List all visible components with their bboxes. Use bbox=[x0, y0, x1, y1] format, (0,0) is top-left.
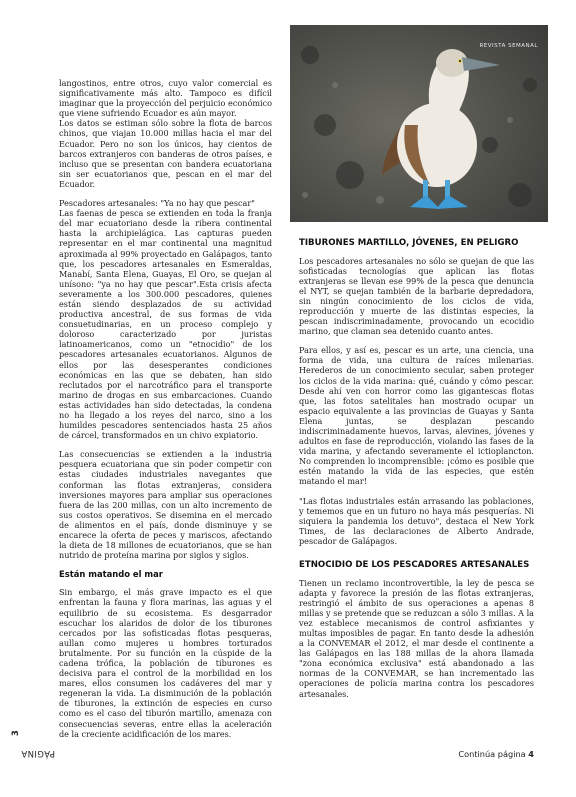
right-paragraph-1: Los pescadores artesanales no sólo se quejan de que las sofisticadas tecnologías que aplican las flotas extranjeras se llevan ese 99% de la pesca que denuncia el NYT, se quejan también de la barbarie depredadora, sin ningún conocimiento de los ciclos de vida, reproducción y muerte de las distintas especies, la pescan indiscriminadamente, provocando un ecocidio marino, que claman sea detenido cuanto antes. bbox=[299, 255, 534, 337]
right-paragraph-3: "Las flotas industriales están arrasando las poblaciones, y tememos que en un futuro no haya más pesquerías. Ni siquiera la pandemia los detuvo", destaca el New York Times, de las declaraciones de Alberto Andrade, pescador de Galápagos. bbox=[299, 495, 534, 546]
left-paragraph-3: Las faenas de pesca se extienden en toda la franja del mar ecuatoriano desde la ribera continental hasta la archipielágica. Las capturas pueden representar en el mar continental una magnitud aproximada al 99% proyectado en Galápagos, tanto que, los pescadores artesanales en Esmeraldas, Manabí, Santa Elena, Guayas, El Oro, se quejan al unísono: "ya no hay que pescar".Esta crisis afecta severamente a los 300.000 pescadores, quienes están siendo desplazados de su actividad productiva ancestral, de sus formas de vida consuetudinarias, en un proceso complejo y doloroso caracterizado por juristas latinoamericanos, como un "etnocidio" de los pescadores artesanales ecuatorianos. Algunos de ellos por las desesperantes condiciones económicas en las que se debaten, han sido reclutados por el narcotráfico para el transporte marino de drogas en sus embarcaciones. Cuando estas actividades han sido detectadas, la condena no ha llegado a los reyes del narco, sino a los humildes pescadores sentenciados hasta 25 años de cárcel, transformados en un chivo expiatorio. bbox=[59, 208, 272, 441]
booby-illustration bbox=[290, 25, 548, 222]
left-paragraph-1: langostinos, entre otros, cuyo valor comercial es significativamente más alto. Tampoco es difícil imaginar que la proyección del perjuicio económico que viene sufriendo Ecuador es aún mayor. bbox=[59, 78, 272, 119]
page-label: PÁGINA bbox=[21, 748, 55, 758]
continue-page-link[interactable] bbox=[458, 749, 534, 759]
subheading-artisanal-fishers: Pescadores artesanales: "Ya no hay que pescar" bbox=[59, 198, 255, 209]
photo-watermark: REVISTA SEMANAL bbox=[479, 43, 538, 49]
left-paragraph-5: Sin embargo, el más grave impacto es el que enfrentan la fauna y flora marinas, las aguas y el equilibrio de su ecosistema. Es desgarrador escuchar los alaridos de dolor de los tiburones cercados por las sofisticadas flotas pesqueras, aullan como mujeres u hombres torturados brutalmente. Por su función en la cúspide de la cadena trófica, la población de tiburones es decisiva para el control de la morbilidad en los mares, ellos consumen los cadáveres del mar y regeneran la vida. La disminución de la población de tiburones, la extinción de especies en curso como es el caso del tiburón martillo, amenaza con consecuencias severas, entre ellas la aceleración de la creciente acidificación de los mares. bbox=[59, 587, 272, 739]
right-paragraph-4: Tienen un reclamo incontrovertible, la ley de pesca se adapta y favorece la presión de las flotas extranjeras, restringió el ámbito de sus operaciones a apenas 8 millas y se pretende que se reduzcan a sólo 3 millas. A la vez establece mecanismos de control asfixiantes y multas imposibles de pagar. En tanto desde la adhesión a la CONVEMAR el 2012, el mar desde el continente a las Galápagos en las 188 millas de la ahora llamada "zona económica exclusiva" está abandonado a las normas de la CONVEMAR, se han incrementado las operaciones de policía marina contra los pescadores artesanales. bbox=[299, 577, 534, 699]
left-paragraph-2: Los datos se estiman sólo sobre la flota de barcos chinos, que viajan 10.000 millas hacia el mar del Ecuador. Pero no son los únicos, hay cientos de barcos extranjeros con banderas de otros países, e incluso que se presentan con bandera ecuatoriana sin ser ecuatorianos que, pescan en el mar del Ecuador. bbox=[59, 118, 272, 189]
right-column bbox=[299, 238, 534, 699]
page-number bbox=[8, 706, 55, 766]
heading-ethnocide: ETNOCIDIO DE LOS PESCADORES ARTESANALES bbox=[299, 560, 530, 571]
left-column bbox=[59, 78, 272, 739]
blue-footed-booby-photo bbox=[290, 25, 548, 222]
continue-text: Continúa página bbox=[458, 749, 526, 759]
right-paragraph-2: Para ellos, y así es, pescar es un arte, una ciencia, una forma de vida, una cultura de raíces milenarias. Herederos de un conocimiento secular, saben proteger los ciclos de la vida marina: qué, cuándo y cómo pescar. Desde ahí ven con horror como las gigantescas flotas que, las fotos satelitales han mostrado ocupar un espacio equivalente a las provincias de Guayas y Santa Elena juntas, se desplazan pescando indiscriminadamente huevos, larvas, alevines, jóvenes y adultos en fase de reproducción, violando las fases de la vida marina, y afectando severamente el ictioplancton. No comprenden lo incomprensible: ¡cómo es posible que estén matando la vida de las especies, que estén matando el mar! bbox=[299, 345, 534, 487]
subheading-killing-the-sea: Están matando el mar bbox=[59, 569, 163, 580]
left-paragraph-4: Las consecuencias se extienden a la industria pesquera ecuatoriana que sin poder competir con estas ciudades industriales navegantes que conforman las flotas extranjeras, considera inversiones mayores para ampliar sus operaciones fuera de las 200 millas, con un alto incremento de sus costos operativos. Se disemina en el mercado de alimentos en el país, donde disminuye y se encarece la oferta de peces y mariscos, afectando la dieta de 18 millones de ecuatorianos, que se han nutrido de proteína marina por siglos y siglos. bbox=[59, 449, 272, 561]
page-number-value: 3 bbox=[11, 729, 21, 737]
heading-hammerhead-sharks: TIBURONES MARTILLO, JÓVENES, EN PELIGRO bbox=[299, 238, 519, 248]
continue-page-number: 4 bbox=[528, 749, 534, 759]
